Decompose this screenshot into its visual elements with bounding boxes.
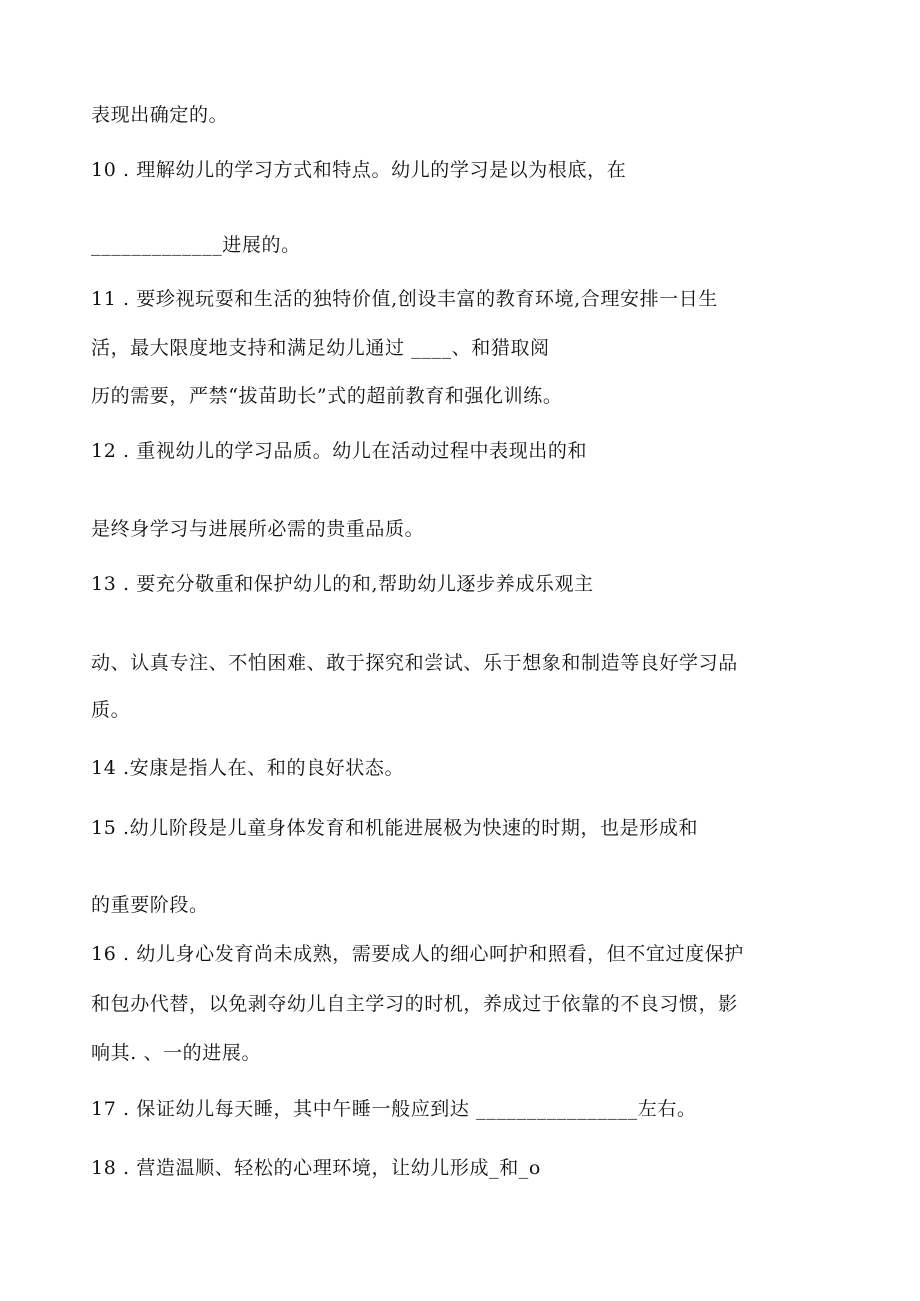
text-line: 动、认真专注、不怕困难、敢于探究和尝试、乐于想象和制造等良好学习品 xyxy=(91,652,738,674)
question-15: 15 .幼儿阶段是儿童身体发育和机能进展极为快速的时期，也是形成和 xyxy=(91,817,699,839)
question-11: 11 . 要珍视玩耍和生活的独特价值,创设丰富的教育环境,合理安排一日生 xyxy=(91,288,718,310)
question-12: 12 . 重视幼儿的学习品质。幼儿在活动过程中表现出的和 xyxy=(91,440,588,462)
text-line: _____________进展的。 xyxy=(91,234,301,256)
text-line: 和包办代替，以免剥夺幼儿自主学习的时机，养成过于依靠的不良习惯，影 xyxy=(91,993,738,1015)
text-line: 响其. 、一的进展。 xyxy=(91,1042,262,1064)
text-line: 历的需要，严禁“拔苗助长”式的超前教育和强化训练。 xyxy=(91,385,563,407)
question-10: 10 . 理解幼儿的学习方式和特点。幼儿的学习是以为根底，在 xyxy=(91,159,627,181)
question-14: 14 .安康是指人在、和的良好状态。 xyxy=(91,757,405,779)
text-line: 的重要阶段。 xyxy=(91,894,209,916)
question-16: 16 . 幼儿身心发育尚未成熟，需要成人的细心呵护和照看，但不宜过度保护 xyxy=(91,943,744,965)
text-line: 是终身学习与进展所必需的贵重品质。 xyxy=(91,518,425,540)
text-line: 质。 xyxy=(91,699,131,721)
question-17: 17 . 保证幼儿每天睡，其中午睡一般应到达 ________________左右。 xyxy=(91,1098,697,1120)
text-line: 表现出确定的。 xyxy=(91,104,229,126)
text-line: 活，最大限度地支持和满足幼儿通过 ____、和猎取阅 xyxy=(91,337,550,359)
question-18: 18 . 营造温顺、轻松的心理环境，让幼儿形成_和_o xyxy=(91,1157,541,1179)
question-13: 13 . 要充分敬重和保护幼儿的和,帮助幼儿逐步养成乐观主 xyxy=(91,573,594,595)
